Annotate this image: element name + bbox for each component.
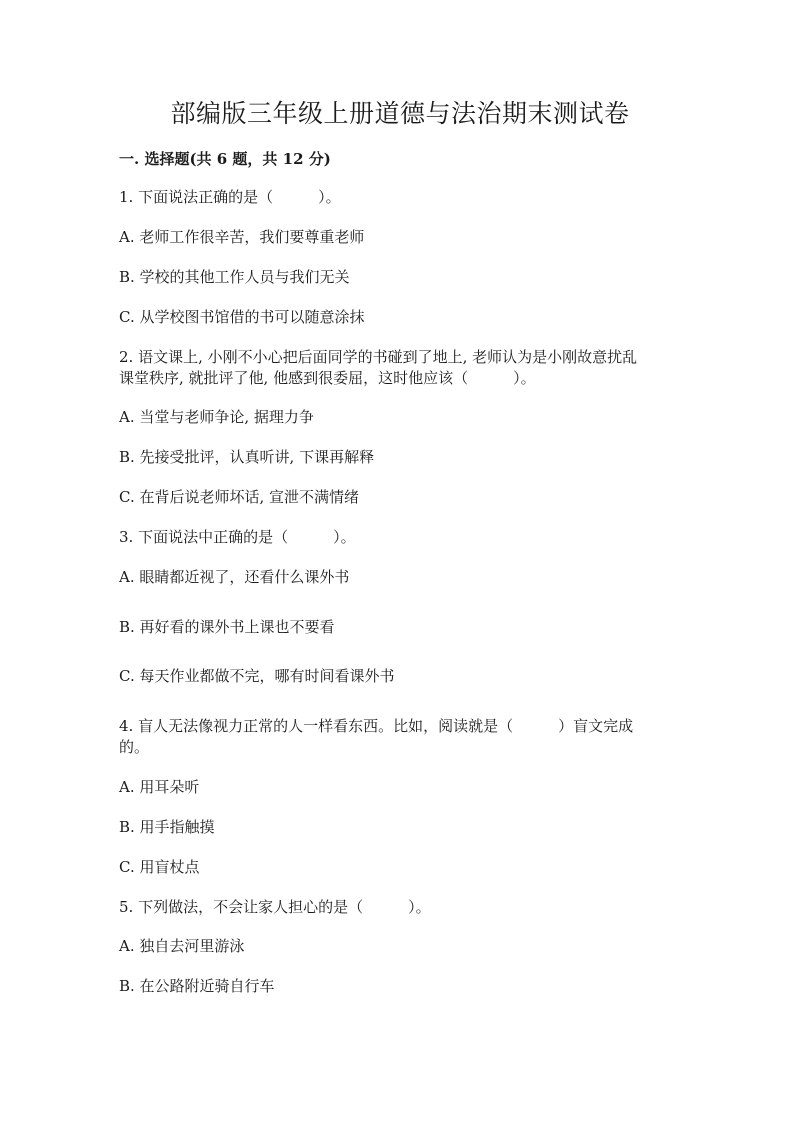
question-4-option-c: C. 用盲杖点 bbox=[119, 858, 200, 876]
question-1-stem: 1. 下面说法正确的是（ ）。 bbox=[119, 188, 341, 206]
question-2-stem-line-2: 课堂秩序, 就批评了他, 他感到很委屈，这时他应该（ ）。 bbox=[119, 369, 536, 387]
question-5-option-b: B. 在公路附近骑自行车 bbox=[119, 977, 275, 995]
question-4-stem-line-2: 的。 bbox=[119, 738, 150, 756]
question-4-option-a: A. 用耳朵听 bbox=[119, 778, 200, 796]
question-2-option-a: A. 当堂与老师争论, 据理力争 bbox=[119, 408, 314, 426]
question-3-stem: 3. 下面说法中正确的是（ ）。 bbox=[119, 528, 356, 546]
question-2-option-b: B. 先接受批评，认真听讲, 下课再解释 bbox=[119, 448, 375, 466]
question-2-option-c: C. 在背后说老师坏话, 宣泄不满情绪 bbox=[119, 488, 360, 506]
exam-title: 部编版三年级上册道德与法治期末测试卷 bbox=[170, 99, 630, 128]
question-5-option-a: A. 独自去河里游泳 bbox=[119, 937, 245, 955]
question-4-stem-line-1: 4. 盲人无法像视力正常的人一样看东西。比如，阅读就是（ ）盲文完成 bbox=[119, 717, 634, 735]
question-5-stem: 5. 下列做法，不会让家人担心的是（ ）。 bbox=[119, 898, 431, 916]
question-3-option-c: C. 每天作业都做不完，哪有时间看课外书 bbox=[119, 667, 395, 685]
question-3-option-a: A. 眼睛都近视了，还看什么课外书 bbox=[119, 568, 350, 586]
question-4-option-b: B. 用手指触摸 bbox=[119, 818, 215, 836]
question-1-option-b: B. 学校的其他工作人员与我们无关 bbox=[119, 268, 350, 286]
section-heading: 一. 选择题(共 6 题，共 12 分) bbox=[119, 150, 331, 168]
question-2-stem-line-1: 2. 语文课上, 小刚不小心把后面同学的书碰到了地上, 老师认为是小刚故意扰乱 bbox=[119, 348, 638, 366]
question-3-option-b: B. 再好看的课外书上课也不要看 bbox=[119, 618, 335, 636]
question-1-option-c: C. 从学校图书馆借的书可以随意涂抹 bbox=[119, 308, 365, 326]
question-1-option-a: A. 老师工作很辛苦，我们要尊重老师 bbox=[119, 228, 365, 246]
